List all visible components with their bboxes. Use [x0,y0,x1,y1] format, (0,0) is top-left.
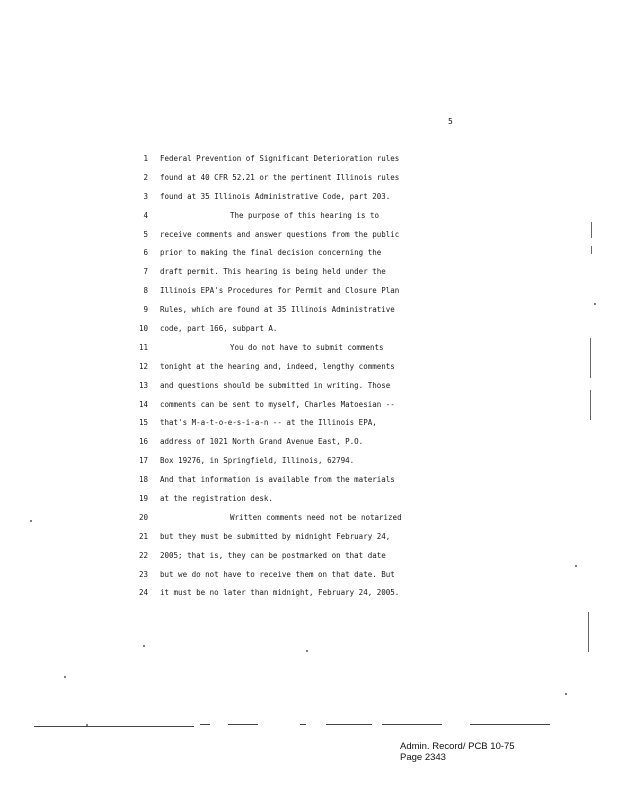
line-text: code, part 166, subpart A. [160,324,278,334]
transcript-line [0,494,618,513]
scan-speck [86,724,88,726]
transcript-line [0,343,618,362]
transcript-line [0,192,618,211]
line-text: found at 40 CFR 52.21 or the pertinent Illinois rules [160,172,400,182]
line-number: 14 [138,399,148,409]
transcript-line [0,362,618,381]
scan-mark [300,724,306,725]
scan-speck [143,645,145,647]
transcript-line [0,570,618,589]
line-number: 9 [143,305,148,315]
scan-mark [590,390,591,420]
line-number: 16 [138,437,148,447]
line-text: but we do not have to receive them on that date. But [160,569,395,579]
line-text: prior to making the final decision concerning the [160,248,382,258]
scan-mark [200,724,210,725]
scan-mark [591,246,592,254]
transcript-line [0,456,618,475]
transcript-line [0,551,618,570]
scan-mark [588,612,589,652]
line-text: at the registration desk. [160,494,273,504]
line-text: tonight at the hearing and, indeed, lengthy comments [160,361,395,371]
scan-mark [470,724,550,725]
line-number: 17 [138,456,148,466]
line-text: Written comments need not be notarized [230,512,402,522]
transcript-line [0,154,618,173]
scan-speck [565,693,567,695]
line-number: 23 [138,569,148,579]
line-text: Rules, which are found at 35 Illinois Administrative [160,305,395,315]
record-label: Admin. Record/ PCB 10-75 [400,741,515,752]
line-text: The purpose of this hearing is to [230,210,380,220]
transcript-line [0,230,618,249]
line-number: 4 [143,210,148,220]
line-text: Illinois EPA's Procedures for Permit and Closure Plan [160,286,400,296]
line-number: 11 [138,342,148,352]
line-number: 6 [143,248,148,258]
transcript-line [0,173,618,192]
line-text: but they must be submitted by midnight February 24, [160,531,391,541]
line-text: And that information is available from the materials [160,475,395,485]
record-page: Page 2343 [400,752,446,763]
line-text: draft permit. This hearing is being held under the [160,267,386,277]
page-number: 5 [448,117,453,126]
scan-mark [326,724,372,725]
line-text: receive comments and answer questions from the public [160,229,400,239]
line-number: 20 [138,512,148,522]
line-text: Federal Prevention of Significant Deterioration rules [160,154,400,163]
transcript-line [0,532,618,551]
record-stamp [400,741,515,763]
line-number: 24 [138,588,148,598]
line-number: 18 [138,475,148,485]
line-text: Box 19276, in Springfield, Illinois, 62794. [160,456,355,466]
line-number: 8 [143,286,148,296]
transcript-line [0,513,618,532]
scan-mark [591,222,592,238]
line-number: 5 [143,229,148,239]
scan-mark [228,724,258,725]
scan-speck [594,303,596,305]
line-text: it must be no later than midnight, February 24, 2005. [160,588,400,598]
transcript-line [0,418,618,437]
scan-speck [306,650,308,652]
line-number: 2 [143,172,148,182]
line-number: 10 [138,324,148,334]
scan-speck [30,520,32,522]
scan-speck [64,676,66,678]
transcript-line [0,437,618,456]
line-text: that's M-a-t-o-e-s-i-a-n -- at the Illinois EPA, [160,418,377,428]
line-text: found at 35 Illinois Administrative Code, part 203. [160,191,391,201]
line-number: 13 [138,380,148,390]
transcript-line [0,248,618,267]
transcript-line [0,305,618,324]
line-number: 3 [143,191,148,201]
line-number: 12 [138,361,148,371]
scan-mark [590,338,591,378]
transcript-line [0,286,618,305]
line-text: address of 1021 North Grand Avenue East, P.O. [160,437,364,447]
line-number: 1 [143,154,148,163]
transcript-line [0,475,618,494]
line-text: 2005; that is, they can be postmarked on that date [160,550,386,560]
line-number: 21 [138,531,148,541]
line-text: and questions should be submitted in writing. Those [160,380,391,390]
scan-speck [575,565,577,567]
line-text: comments can be sent to myself, Charles Matoesian -- [160,399,395,409]
line-text: You do not have to submit comments [230,342,384,352]
scan-mark [382,724,442,725]
line-number: 15 [138,418,148,428]
scan-mark [34,726,194,727]
transcript-line [0,267,618,286]
transcript-lines [0,154,618,607]
line-number: 19 [138,494,148,504]
transcript-line [0,381,618,400]
transcript-line [0,324,618,343]
transcript-line [0,400,618,419]
line-number: 7 [143,267,148,277]
line-number: 22 [138,550,148,560]
transcript-line [0,211,618,230]
transcript-line [0,588,618,607]
